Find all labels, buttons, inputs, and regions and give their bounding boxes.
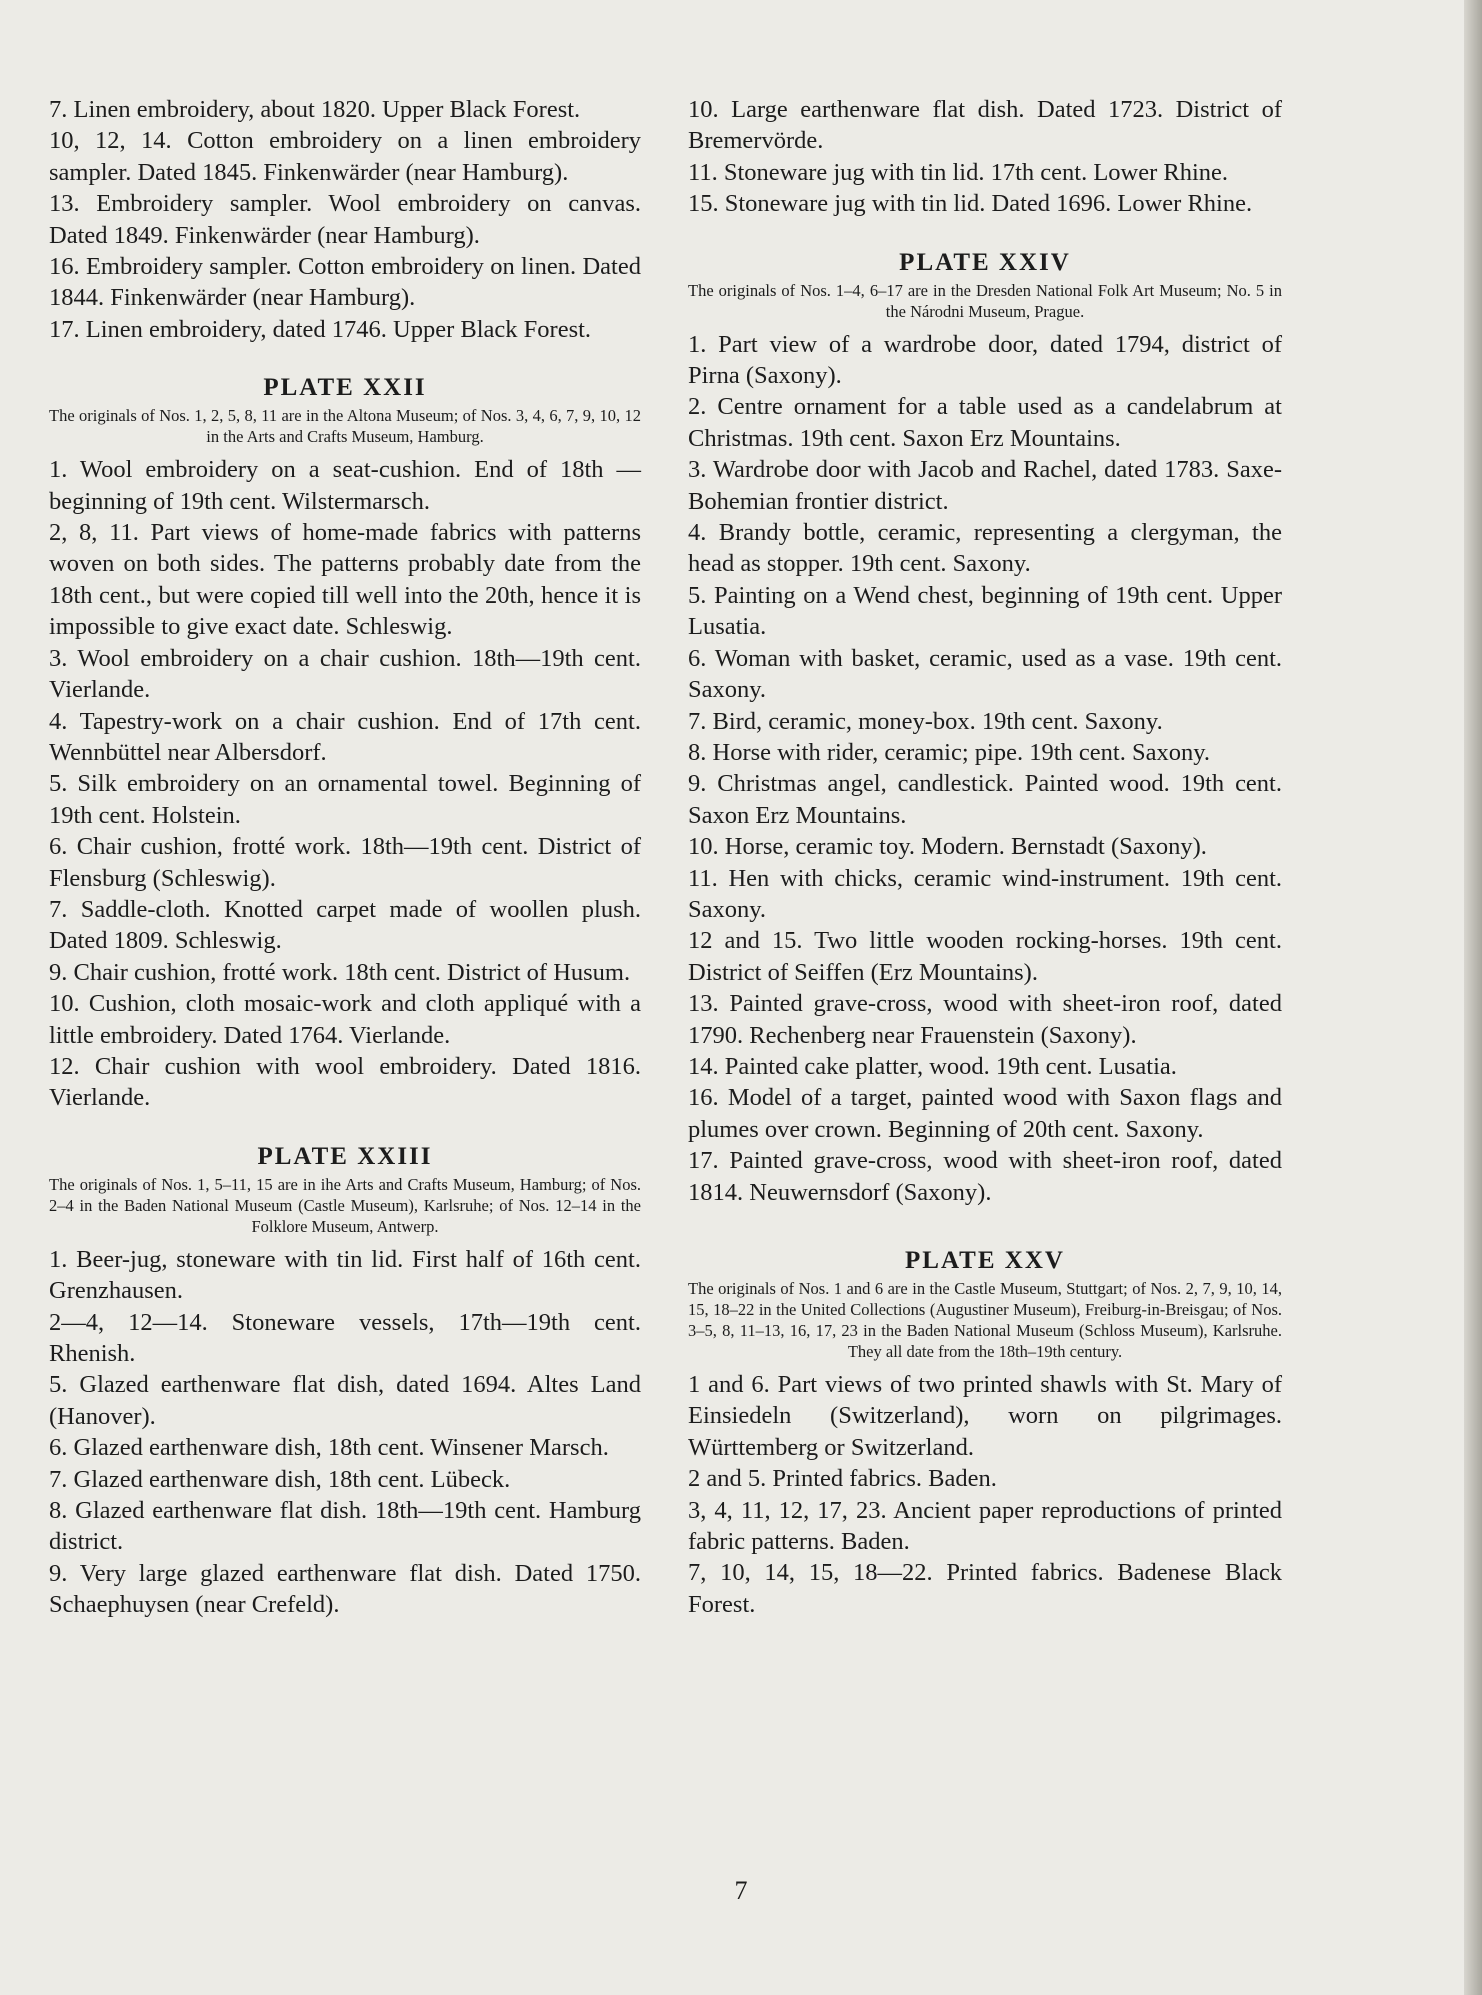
right-top-entries [688, 94, 1282, 220]
list-item: 17. Painted grave-cross, wood with sheet-iron roof, dated 1814. Neuwernsdorf (Saxony). [688, 1147, 1282, 1206]
list-item: 14. Painted cake platter, wood. 19th cent. Lusatia. [688, 1052, 1177, 1080]
right-column [688, 94, 1282, 1620]
list-item: 15. Stoneware jug with tin lid. Dated 1696. Lower Rhine. [688, 190, 1253, 218]
list-item: 1. Part view of a wardrobe door, dated 1794, district of Pirna (Saxony). [688, 330, 1282, 390]
list-item: 16. Model of a target, painted wood with Saxon flags and plumes over crown. Beginning of 20th cent. Saxony. [688, 1084, 1282, 1143]
left-column [49, 94, 641, 1621]
list-item: 2—4, 12—14. Stoneware vessels, 17th—19th cent. Rhenish. [49, 1308, 641, 1367]
list-item: 9. Chair cushion, frotté work. 18th cent. District of Husum. [49, 958, 631, 986]
list-item: 7. Bird, ceramic, money-box. 19th cent. Saxony. [688, 707, 1163, 735]
plate-xxv-section [688, 1246, 1282, 1620]
list-item: 17. Linen embroidery, dated 1746. Upper Black Forest. [49, 315, 592, 343]
list-item: 5. Glazed earthenware flat dish, dated 1694. Altes Land (Hanover). [49, 1371, 641, 1430]
list-item: 6. Woman with basket, ceramic, used as a vase. 19th cent. Saxony. [688, 644, 1282, 704]
list-item: 5. Painting on a Wend chest, beginning of 19th cent. Upper Lusatia. [688, 581, 1282, 641]
list-item: 9. Very large glazed earthenware flat dish. Dated 1750. Schaephuysen (near Crefeld). [49, 1559, 641, 1619]
plate-note: The originals of Nos. 1–4, 6–17 are in the Dresden National Folk Art Museum; No. 5 in the Národni Museum, Prague. [688, 280, 1282, 321]
list-item: 5. Silk embroidery on an ornamental towel. Beginning of 19th cent. Holstein. [49, 770, 641, 829]
plate-xxii-section [49, 373, 641, 1114]
plate-heading: PLATE XXIII [257, 1142, 433, 1170]
list-item: 4. Brandy bottle, ceramic, representing a clergyman, the head as stopper. 19th cent. Saxony. [688, 519, 1282, 578]
list-item: 11. Hen with chicks, ceramic wind-instrument. 19th cent. Saxony. [688, 864, 1282, 923]
list-item: 2, 8, 11. Part views of home-made fabrics with patterns woven on both sides. The patterns probably date from the 18th cent., but were copied till well into the 20th, hence it is impossible to give exact date. Schleswig. [49, 519, 641, 641]
list-item: 12. Chair cushion with wool embroidery. Dated 1816. Vierlande. [49, 1052, 641, 1112]
list-item: 11. Stoneware jug with tin lid. 17th cent. Lower Rhine. [688, 158, 1229, 186]
plate-heading: PLATE XXIV [899, 248, 1071, 276]
plate-xxiii-section [49, 1142, 641, 1621]
list-item: 1. Wool embroidery on a seat-cushion. End of 18th —beginning of 19th cent. Wilstermarsch. [49, 456, 641, 515]
list-item: 7. Linen embroidery, about 1820. Upper Black Forest. [49, 96, 581, 123]
list-item: 10. Large earthenware flat dish. Dated 1723. District of Bremervörde. [688, 96, 1282, 155]
list-item: 13. Painted grave-cross, wood with sheet-iron roof, dated 1790. Rechenberg near Frauenstein (Saxony). [688, 990, 1282, 1049]
list-item: 6. Glazed earthenware dish, 18th cent. Winsener Marsch. [49, 1434, 609, 1462]
plate-heading: PLATE XXV [905, 1247, 1065, 1274]
list-item: 10. Cushion, cloth mosaic-work and cloth appliqué with a little embroidery. Dated 1764. Vierlande. [49, 990, 641, 1049]
list-item: 4. Tapestry-work on a chair cushion. End of 17th cent. Wennbüttel near Albersdorf. [49, 707, 641, 766]
list-item: 13. Embroidery sampler. Wool embroidery on canvas. Dated 1849. Finkenwärder (near Hamburg). [49, 190, 641, 249]
list-item: 2 and 5. Printed fabrics. Baden. [688, 1465, 997, 1493]
plate-heading: PLATE XXII [263, 374, 427, 402]
list-item: 12 and 15. Two little wooden rocking-horses. 19th cent. District of Seiffen (Erz Mountains). [688, 927, 1282, 986]
list-item: 8. Glazed earthenware flat dish. 18th—19th cent. Hamburg district. [49, 1497, 641, 1556]
list-item: 10. Horse, ceramic toy. Modern. Bernstadt (Saxony). [688, 833, 1207, 861]
plate-xxiv-section [688, 248, 1282, 1208]
page-number: 7 [734, 1876, 748, 1905]
plate-note: The originals of Nos. 1 and 6 are in the Castle Museum, Stuttgart; of Nos. 2, 7, 9, 10, 14, 15, 18–22 in the United Collections (Augustiner Museum), Freiburg-in-Breisgau; of Nos. 3–5, 8, 11–13, 16, 17, 23 in the Baden National Museum (Schloss Museum), Karlsruhe. They all date from the 18th–19th century. [688, 1279, 1282, 1361]
list-item: 7, 10, 14, 15, 18—22. Printed fabrics. Badenese Black Forest. [688, 1559, 1282, 1618]
list-item: 6. Chair cushion, frotté work. 18th—19th cent. District of Flensburg (Schleswig). [49, 833, 641, 892]
page-edge-shadow [1464, 0, 1482, 1995]
left-top-entries [49, 94, 641, 345]
list-item: 16. Embroidery sampler. Cotton embroidery on linen. Dated 1844. Finkenwärder (near Hamburg). [49, 253, 641, 312]
list-item: 1 and 6. Part views of two printed shawls with St. Mary of Einsiedeln (Switzerland), worn on pilgrimages. Württemberg or Switzerland. [688, 1371, 1282, 1461]
list-item: 10, 12, 14. Cotton embroidery on a linen embroidery sampler. Dated 1845. Finkenwärder (near Hamburg). [49, 127, 641, 186]
list-item: 9. Christmas angel, candlestick. Painted wood. 19th cent. Saxon Erz Mountains. [688, 770, 1282, 829]
list-item: 1. Beer-jug, stoneware with tin lid. First half of 16th cent. Grenzhausen. [49, 1245, 641, 1305]
plate-note: The originals of Nos. 1, 5–11, 15 are in ihe Arts and Crafts Museum, Hamburg; of Nos. 2–4 in the Baden National Museum (Castle Museum), Karlsruhe; of Nos. 12–14 in the Folklore Museum, Antwerp. [49, 1174, 641, 1236]
list-item: 7. Saddle-cloth. Knotted carpet made of woollen plush. Dated 1809. Schleswig. [49, 895, 641, 955]
list-item: 3. Wool embroidery on a chair cushion. 18th—19th cent. Vierlande. [49, 644, 641, 704]
list-item: 7. Glazed earthenware dish, 18th cent. Lübeck. [49, 1465, 511, 1493]
list-item: 8. Horse with rider, ceramic; pipe. 19th cent. Saxony. [688, 738, 1210, 766]
list-item: 2. Centre ornament for a table used as a candelabrum at Christmas. 19th cent. Saxon Erz Mountains. [688, 393, 1282, 452]
list-item: 3, 4, 11, 12, 17, 23. Ancient paper reproductions of printed fabric patterns. Baden. [688, 1496, 1282, 1556]
list-item: 3. Wardrobe door with Jacob and Rachel, dated 1783. Saxe-Bohemian frontier district. [688, 456, 1282, 515]
plate-note: The originals of Nos. 1, 2, 5, 8, 11 are in the Altona Museum; of Nos. 3, 4, 6, 7, 9, 10, 12 in the Arts and Crafts Museum, Hamburg. [49, 406, 641, 447]
